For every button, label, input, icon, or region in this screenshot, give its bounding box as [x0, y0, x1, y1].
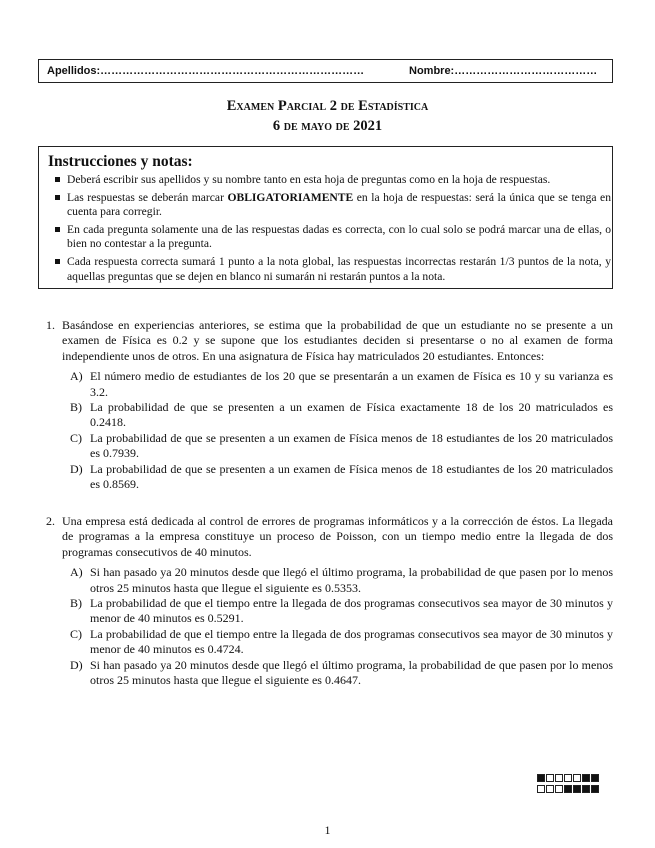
answer-option-b: [38, 596, 613, 627]
option-text: El número medio de estudiantes de los 20 que se presentarán a un examen de Física es 10 y su varianza es 3.2.: [90, 369, 613, 399]
filled-square-icon: [582, 774, 590, 782]
instruction-emphasis: OBLIGATORIAMENTE: [227, 190, 354, 204]
option-letter: D): [70, 461, 83, 476]
name-field-label: Nombre:…………………………………: [409, 65, 598, 77]
filled-square-icon: [537, 774, 545, 782]
option-text: La probabilidad de que el tiempo entre la llegada de dos programas consecutivos sea mayor de 30 minutos y menor de 40 minutos es 0.5291.: [90, 596, 613, 626]
empty-square-icon: [573, 774, 581, 782]
answer-option-a: [38, 369, 613, 400]
instruction-text: Deberá escribir sus apellidos y su nombre tanto en esta hoja de preguntas como en la hoja de respuestas.: [67, 173, 551, 186]
option-text: Si han pasado ya 20 minutos desde que llegó el último programa, la probabilidad de que pasen por lo menos otros 25 minutos hasta que llegue el siguiente es 0.4647.: [90, 657, 613, 688]
option-letter: A): [70, 565, 83, 580]
instruction-text: en la hoja de respuestas: será la única que se tenga en cuenta para corregir.: [67, 190, 611, 219]
question-text: Basándose en experiencias anteriores, se estima que la probabilidad de que un estudiante no se presente a un examen de Física es 0.2 y se supone que los estudiantes deciden si presentarse o no al examen de forma independiente unos de otros. En una asignatura de Física hay matriculados 20 estudiantes. Entonces:: [62, 318, 613, 363]
option-text: Si han pasado ya 20 minutos desde que llegó el último programa, la probabilidad de que pasen por lo menos otros 25 minutos hasta que llegue el siguiente es 0.5353.: [90, 565, 613, 595]
square-bullet-icon: [55, 259, 60, 264]
empty-square-icon: [537, 785, 545, 793]
option-text: La probabilidad de que se presenten a un examen de Física menos de 18 estudiantes de los 20 matriculados es 0.7939.: [90, 430, 613, 461]
empty-square-icon: [564, 774, 572, 782]
answer-option-b: [38, 400, 613, 431]
instructions-box: [38, 146, 613, 289]
option-text: La probabilidad de que se presenten a un examen de Física menos de 18 estudiantes de los 20 matriculados es 0.8569.: [90, 461, 613, 492]
empty-square-icon: [555, 774, 563, 782]
instruction-item: [53, 223, 611, 252]
square-bullet-icon: [55, 227, 60, 232]
option-letter: D): [70, 657, 83, 672]
option-letter: C): [70, 430, 82, 445]
empty-square-icon: [546, 785, 554, 793]
question-stem: [38, 514, 613, 560]
instructions-heading: Instrucciones y notas:: [48, 153, 193, 170]
instruction-item: [53, 173, 611, 188]
empty-square-icon: [546, 774, 554, 782]
question-stem: [38, 318, 613, 364]
question-2: [38, 514, 613, 688]
question-number: 1.: [46, 318, 55, 332]
instruction-text: Cada respuesta correcta sumará 1 punto a la nota global, las respuestas incorrectas restarán 1/3 puntos de la nota, y aquellas preguntas que se dejen en blanco ni sumarán ni restarán puntos a la nota.: [67, 254, 611, 283]
answer-option-c: [38, 627, 613, 658]
filled-square-icon: [564, 785, 572, 793]
page-number: 1: [324, 823, 331, 837]
filled-square-icon: [591, 785, 599, 793]
answer-option-d: [38, 462, 613, 493]
answer-option-a: [38, 565, 613, 596]
code-row-2: [537, 785, 600, 794]
option-letter: B): [70, 400, 82, 415]
instruction-text: Las respuestas se deberán marcar: [67, 190, 228, 204]
option-letter: C): [70, 626, 82, 641]
exam-date: 6 de mayo de 2021: [272, 118, 383, 134]
answer-option-d: [38, 658, 613, 689]
code-row-1: [537, 774, 600, 783]
answer-options: [38, 369, 613, 492]
filled-square-icon: [582, 785, 590, 793]
filled-square-icon: [591, 774, 599, 782]
exam-title: Examen Parcial 2 de Estadística: [226, 98, 429, 114]
filled-square-icon: [573, 785, 581, 793]
question-number: 2.: [46, 514, 55, 528]
empty-square-icon: [555, 785, 563, 793]
option-text: La probabilidad de que el tiempo entre la llegada de dos programas consecutivos sea mayor de 30 minutos y menor de 40 minutos es 0.4724.: [90, 626, 613, 657]
question-text: Una empresa está dedicada al control de errores de programas informáticos y a la corrección de éstos. La llegada de programas a la empresa constituye un proceso de Poisson, con un tiempo medio entre la llegada de dos programas consecutivos de 40 minutos.: [62, 514, 613, 559]
option-letter: B): [70, 596, 82, 611]
question-1: [38, 318, 613, 492]
answer-option-c: [38, 431, 613, 462]
instruction-item: [53, 255, 611, 284]
answer-options: [38, 565, 613, 688]
option-text: La probabilidad de que se presenten a un examen de Física exactamente 18 de los 20 matriculados es 0.2418.: [90, 400, 613, 430]
square-bullet-icon: [55, 195, 60, 200]
surname-field-label: Apellidos:………………………………………………………………: [47, 65, 365, 77]
exam-code-marks: [537, 774, 600, 796]
instruction-text: En cada pregunta solamente una de las respuestas dadas es correcta, con lo cual solo se podrá marcar una de ellas, o bien no contestar a la pregunta.: [67, 222, 611, 251]
option-letter: A): [70, 369, 83, 384]
square-bullet-icon: [55, 177, 60, 182]
instructions-list: [53, 173, 611, 287]
instruction-item: [53, 191, 611, 220]
student-name-box: [38, 59, 613, 83]
